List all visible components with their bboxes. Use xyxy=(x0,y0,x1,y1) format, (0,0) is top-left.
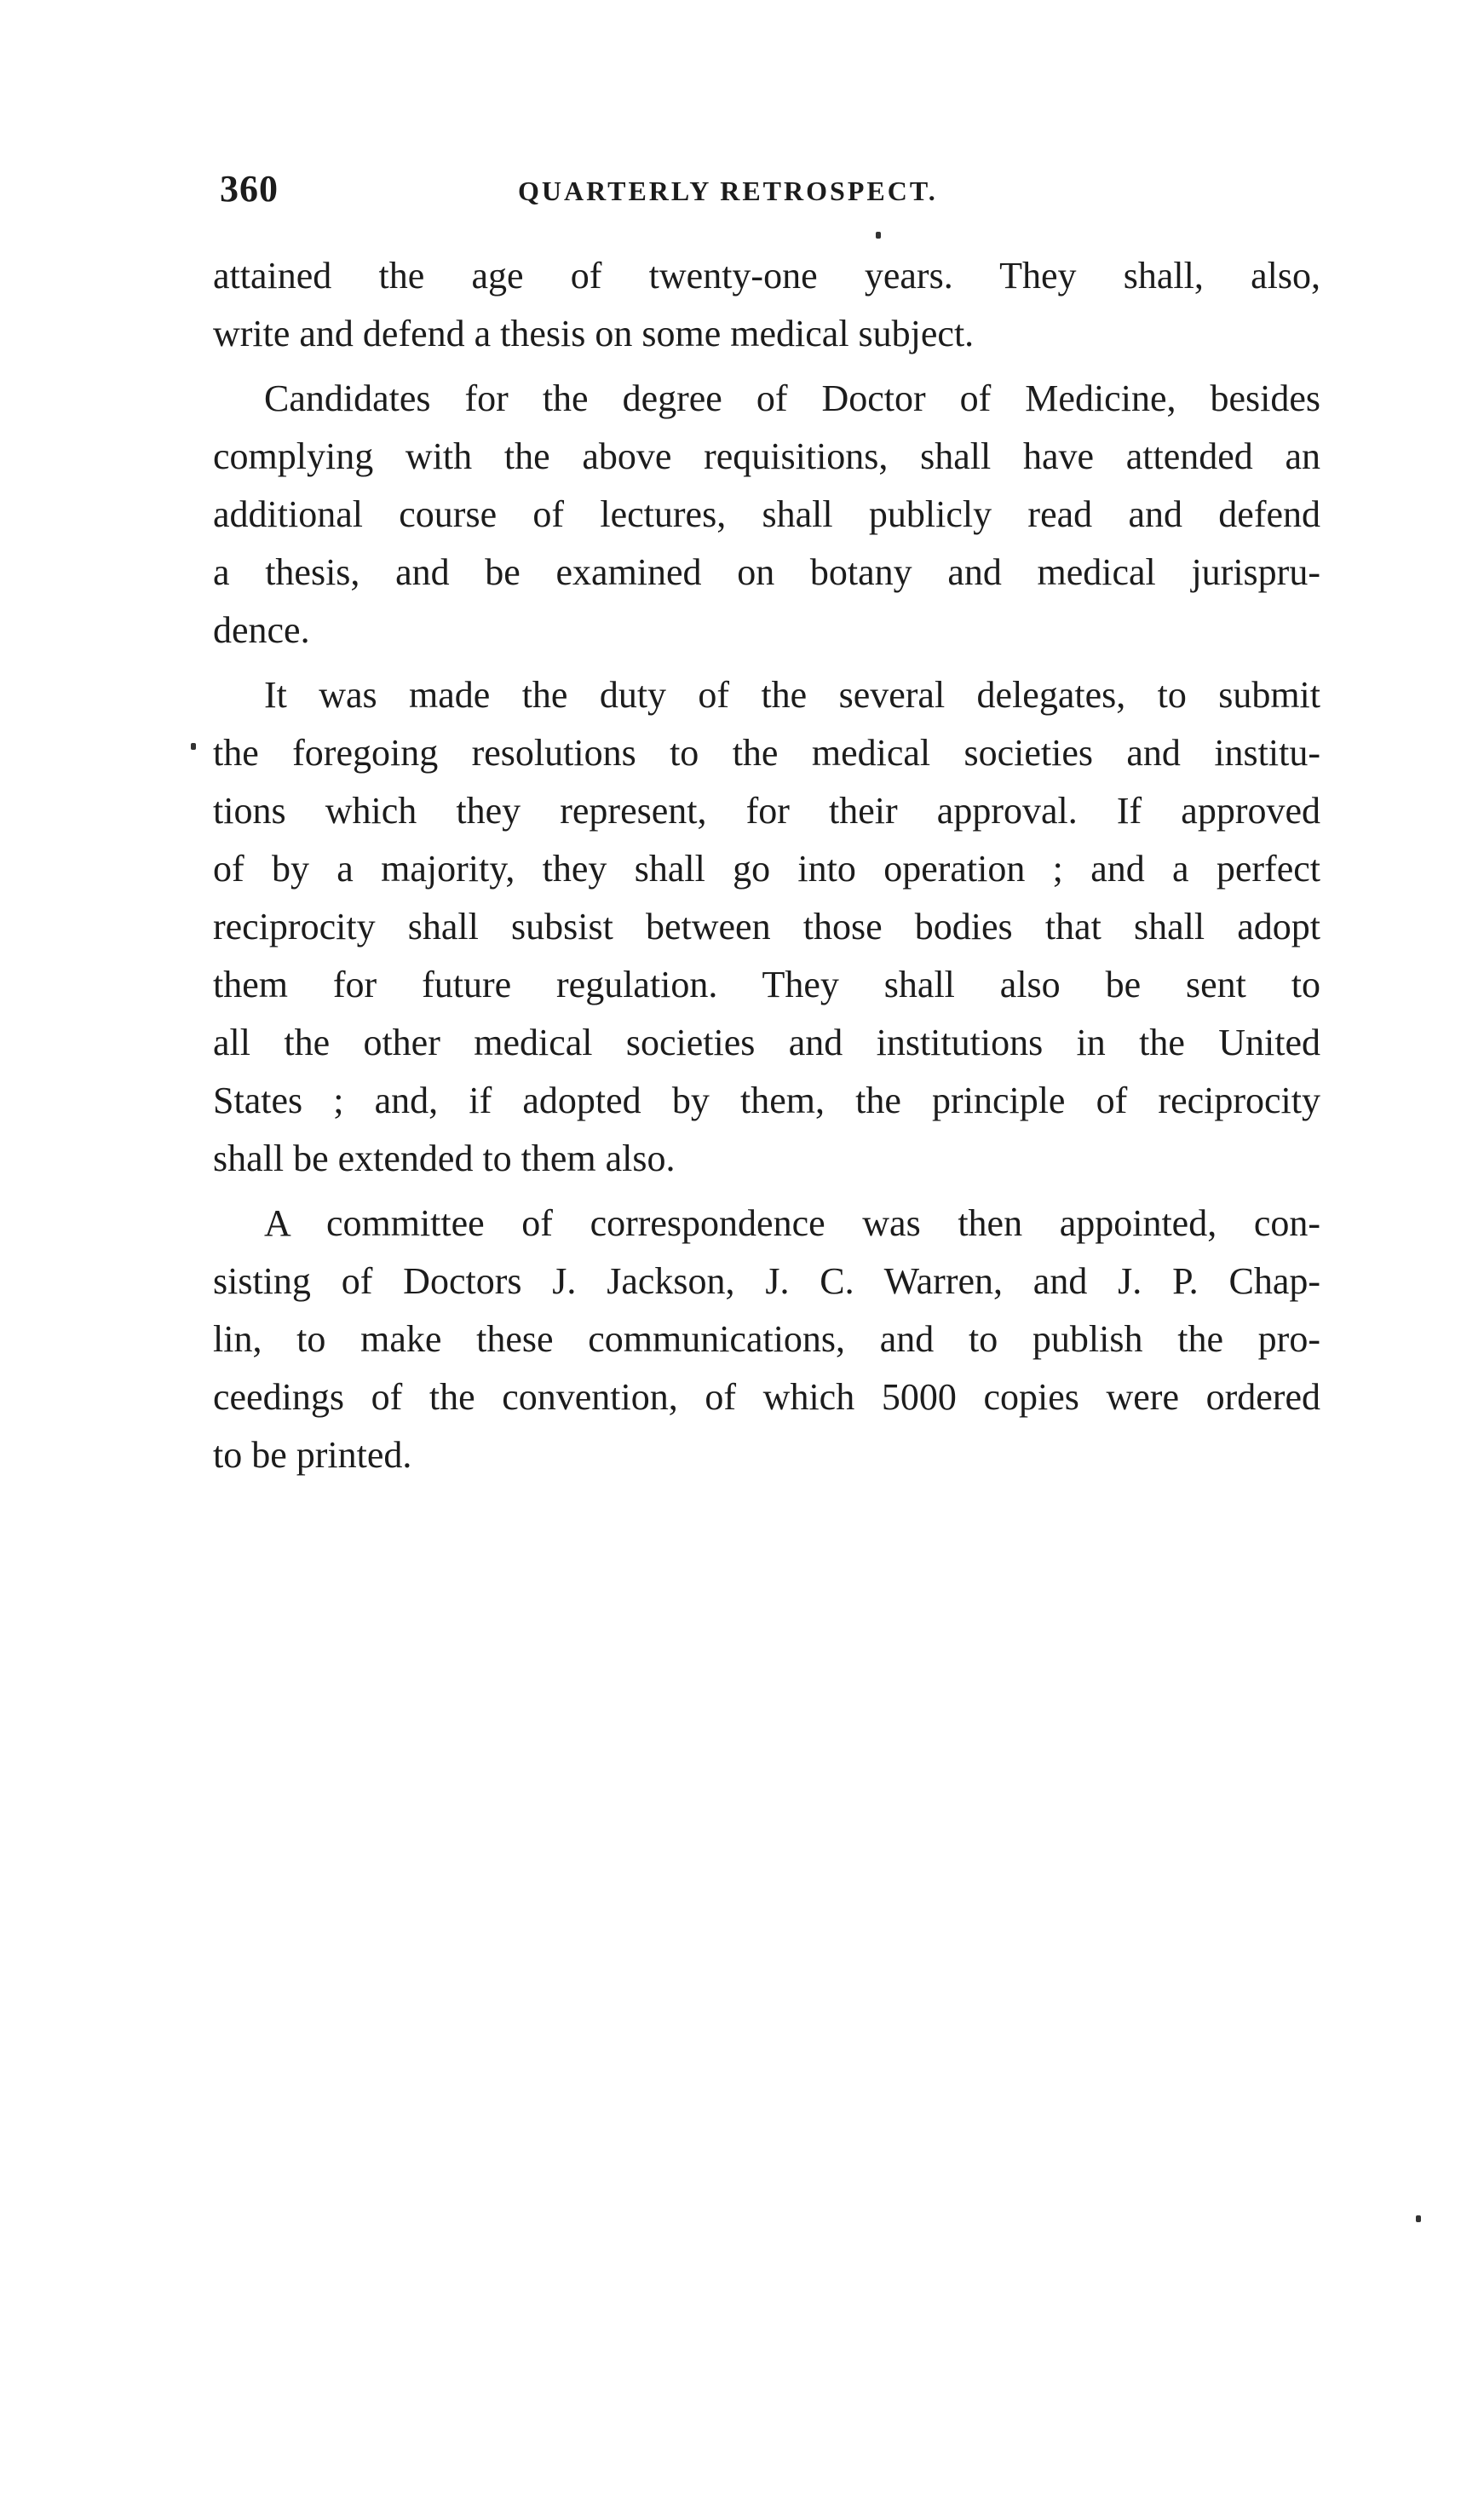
text-line: lin, to make these communications, and to publish the pro- xyxy=(213,1318,1320,1360)
text-line: States ; and, if adopted by them, the principle of reciprocity xyxy=(213,1080,1320,1121)
text-line: Candidates for the degree of Doctor of Medicine, besides xyxy=(264,377,1320,419)
page-number: 360 xyxy=(220,168,279,210)
paragraph xyxy=(213,666,1320,1188)
text-line: additional course of lectures, shall publicly read and defend xyxy=(213,493,1320,535)
paragraph xyxy=(213,247,1320,363)
text-line: to be printed. xyxy=(213,1434,412,1476)
body-text xyxy=(213,247,1320,1491)
text-line: dence. xyxy=(213,609,310,651)
running-head xyxy=(220,167,1310,218)
text-line: the foregoing resolutions to the medical societies and institu- xyxy=(213,732,1320,774)
text-line: tions which they represent, for their approval. If approved xyxy=(213,790,1320,832)
text-line: reciprocity shall subsist between those bodies that shall adopt xyxy=(213,906,1320,947)
text-line: them for future regulation. They shall also be sent to xyxy=(213,964,1320,1005)
text-line: It was made the duty of the several delegates, to submit xyxy=(264,674,1320,716)
text-line: A committee of correspondence was then appointed, con- xyxy=(264,1202,1320,1244)
text-line: of by a majority, they shall go into operation ; and a perfect xyxy=(213,848,1320,890)
text-line: sisting of Doctors J. Jackson, J. C. Warren, and J. P. Chap- xyxy=(213,1260,1320,1302)
running-title: QUARTERLY RETROSPECT. xyxy=(518,176,938,206)
text-line: all the other medical societies and institutions in the United xyxy=(213,1022,1320,1063)
text-line: shall be extended to them also. xyxy=(213,1138,676,1179)
paragraph xyxy=(213,1195,1320,1484)
text-line: a thesis, and be examined on botany and medical jurispru- xyxy=(213,551,1320,593)
ink-speck xyxy=(1416,2215,1421,2222)
paragraph xyxy=(213,370,1320,659)
ink-speck xyxy=(876,232,881,239)
text-line: complying with the above requisitions, shall have attended an xyxy=(213,435,1320,477)
ink-speck xyxy=(191,743,196,750)
text-line: ceedings of the convention, of which 5000 copies were ordered xyxy=(213,1376,1320,1418)
text-line: write and defend a thesis on some medical subject. xyxy=(213,313,975,354)
text-line: attained the age of twenty-one years. They shall, also, xyxy=(213,255,1320,297)
